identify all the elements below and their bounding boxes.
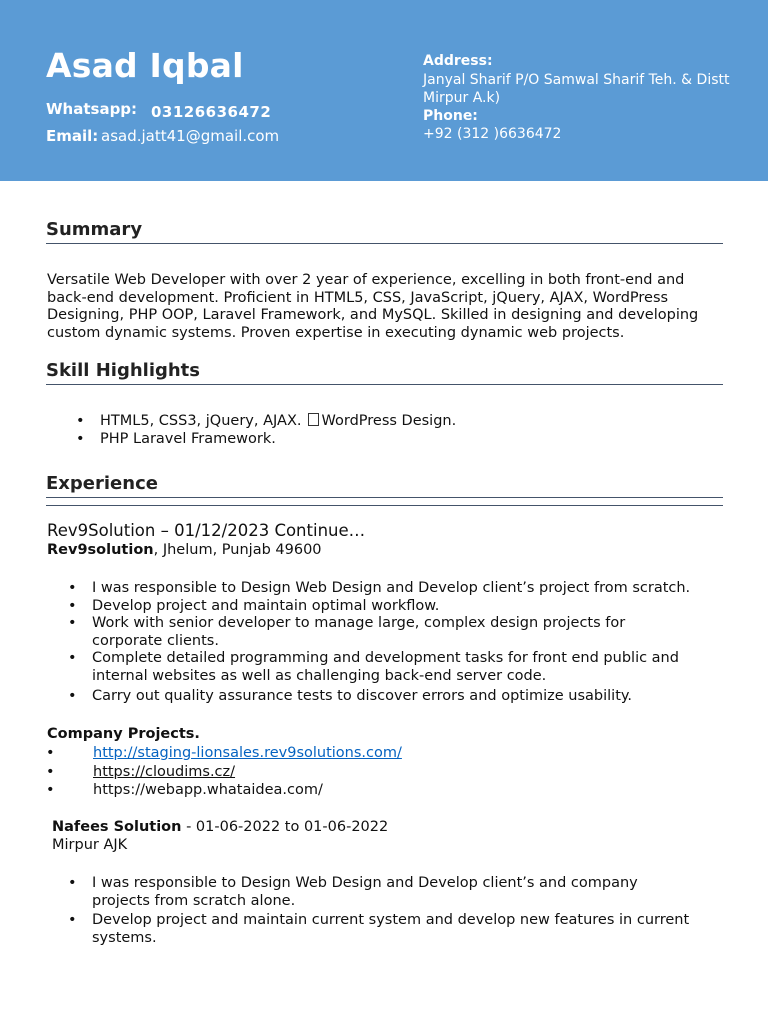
project-link[interactable]: https://webapp.whataidea.com/ [93, 782, 323, 798]
list-item: • Complete detailed programming and development tasks for front end public and internal websites as well as challenging back-end server code. [92, 650, 692, 685]
email-label: Email: [46, 127, 99, 145]
skills-title: Skill Highlights [46, 360, 201, 381]
job-duties-list [92, 580, 692, 706]
list-item: • Carry out quality assurance tests to discover errors and optimize usability. [92, 688, 692, 706]
skill-item: PHP Laravel Framework. [100, 430, 276, 447]
summary-divider [46, 243, 723, 244]
job-company: Rev9solution [47, 542, 154, 558]
job-company: Nafees Solution [52, 819, 182, 835]
list-item [93, 782, 693, 800]
experience-title: Experience [46, 473, 158, 494]
experience-divider-bottom [46, 505, 723, 506]
phone-label: Phone: [423, 108, 478, 124]
list-item: • Develop project and maintain current system and develop new features in current systems. [92, 912, 692, 947]
job-duties-list [92, 875, 692, 947]
skill-item: HTML5, CSS3, jQuery, AJAX. [100, 413, 302, 429]
phone-value: +92 (312 )6636472 [423, 126, 562, 142]
list-item [93, 745, 693, 763]
experience-divider-top [46, 497, 723, 498]
project-link[interactable]: https://cloudims.cz/ [93, 763, 236, 780]
summary-title: Summary [46, 219, 143, 240]
email-value[interactable]: asad.jatt41@gmail.com [101, 127, 280, 145]
skill-item: WordPress Design. [321, 413, 457, 429]
job-heading-line [52, 819, 388, 835]
list-item: • Develop project and maintain optimal workflow. [92, 598, 692, 616]
skills-list [100, 413, 700, 448]
list-item [93, 764, 693, 782]
list-item: • I was responsible to Design Web Design and Develop client’s project from scratch. [92, 580, 692, 598]
job-location: , Jhelum, Punjab 49600 [153, 542, 322, 558]
projects-list [93, 745, 693, 800]
project-link[interactable]: http://staging-lionsales.rev9solutions.com/ [93, 745, 402, 761]
bullet-glyph-icon [308, 413, 319, 426]
whatsapp-value: 03126636472 [151, 103, 272, 121]
job-company-line [47, 542, 322, 558]
job-heading: Rev9Solution – 01/12/2023 Continue… [47, 521, 366, 540]
list-item: • I was responsible to Design Web Design and Develop client’s and company projects from scratch alone. [92, 875, 692, 910]
job-location: Mirpur AJK [52, 837, 128, 853]
address-value: Janyal Sharif P/O Samwal Sharif Teh. & Distt Mirpur A.k) [423, 72, 730, 106]
projects-label: Company Projects. [47, 726, 200, 742]
job-dates: - 01-06-2022 to 01-06-2022 [181, 819, 389, 835]
header-banner [0, 0, 768, 181]
skills-divider [46, 384, 723, 385]
list-item [100, 431, 700, 449]
address-label: Address: [423, 53, 493, 69]
summary-text: Versatile Web Developer with over 2 year of experience, excelling in both front-end and back-end development. Proficient in HTML5, CSS, JavaScript, jQuery, AJAX, WordPress Designing, PHP OOP, Laravel Framework, and MySQL. Skilled in designing and developing custom dynamic systems. Proven expertise in executing dynamic web projects. [47, 272, 699, 341]
whatsapp-label: Whatsapp: [46, 100, 138, 118]
candidate-name: Asad Iqbal [46, 46, 244, 85]
list-item: • Work with senior developer to manage large, complex design projects for corporate clients. [92, 615, 692, 650]
list-item [100, 413, 700, 431]
